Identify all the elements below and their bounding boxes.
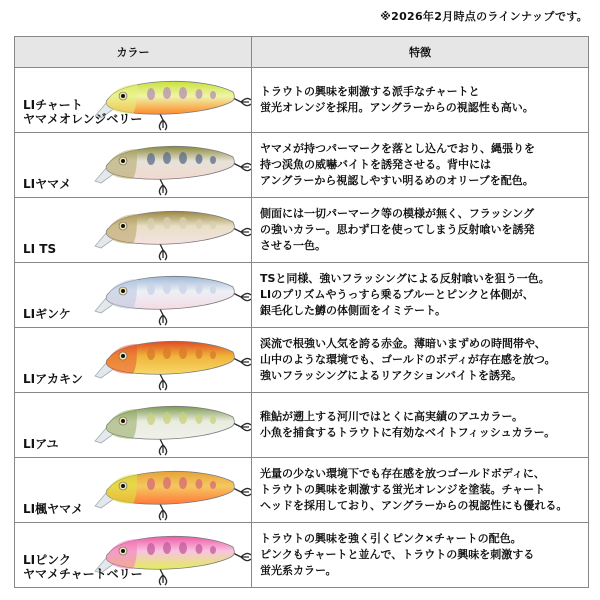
- feature-line: トラウトの興味を強く引くピンク×チャートの配色。: [260, 532, 522, 545]
- color-name-line: LI楓ヤマメ: [23, 502, 84, 516]
- lineup-date-note: ※2026年2月時点のラインナップです。: [380, 10, 588, 23]
- color-name-line: LI TS: [23, 242, 57, 256]
- lineup-row: [15, 458, 589, 523]
- feature-line: 光量の少ない環境下でも存在感を放つゴールドボディに、: [260, 467, 545, 480]
- lineup-table: [14, 36, 589, 588]
- feature-line: 強いフラッシングによるリアクションバイトを誘発。: [260, 369, 522, 382]
- feature-line: の強いカラー。思わず口を使ってしまう反射喰いを誘発: [260, 223, 535, 236]
- feature-cell: [252, 68, 589, 133]
- color-name: [23, 177, 71, 191]
- color-name: [23, 502, 83, 516]
- feature-column-header: 特徴: [252, 37, 589, 68]
- lure-image: [93, 462, 252, 523]
- feature-line: 渓流で根強い人気を誇る赤金。薄暗いまずめの時間帯や、: [260, 337, 546, 350]
- color-name: [23, 372, 83, 386]
- color-name-line: LIヤマメ: [23, 177, 72, 191]
- feature-cell: [252, 523, 589, 588]
- color-cell: [15, 393, 252, 458]
- lineup-row: [15, 393, 589, 458]
- feature-cell: [252, 458, 589, 523]
- color-column-header: カラー: [15, 37, 252, 68]
- color-name-line: LIピンク: [23, 553, 71, 567]
- feature-cell: [252, 198, 589, 263]
- feature-line: ヘッドを採用しており、アングラーからの視認性にも優れる。: [260, 499, 568, 512]
- color-name-line: LIアユ: [23, 437, 59, 451]
- feature-line: 小魚を捕食するトラウトに有効なベイトフィッシュカラー。: [260, 426, 556, 439]
- header-row: [15, 37, 589, 68]
- lineup-row: [15, 328, 589, 393]
- color-name-line: ヤマメチャートベリー: [23, 567, 143, 581]
- color-cell: [15, 328, 252, 393]
- feature-line: トラウトの興味を刺激する蛍光オレンジを塗装。チャート: [260, 483, 546, 496]
- feature-line: ピンクもチャートと並んで、トラウトの興味を刺激する: [260, 548, 535, 561]
- feature-line: 蛍光系カラー。: [260, 564, 337, 577]
- lure-image: [93, 137, 252, 198]
- color-name: [23, 307, 71, 321]
- color-cell: [15, 198, 252, 263]
- lineup-row: [15, 523, 589, 588]
- color-name-line: LIギンケ: [23, 307, 71, 321]
- color-name: [23, 242, 56, 256]
- color-name-line: LIチャート: [23, 98, 83, 112]
- feature-line: LIのプリズムやうっすら乗るブルーとピンクと体側が、: [260, 288, 534, 301]
- feature-line: させる一色。: [260, 239, 326, 252]
- color-name: [23, 437, 59, 451]
- feature-cell: [252, 393, 589, 458]
- feature-cell: [252, 328, 589, 393]
- lineup-row: [15, 68, 589, 133]
- feature-line: 蛍光オレンジを採用。アングラーからの視認性も高い。: [260, 101, 534, 114]
- lure-image: [93, 397, 252, 458]
- feature-cell: [252, 133, 589, 198]
- lineup-row: [15, 198, 589, 263]
- color-name: [23, 553, 143, 581]
- color-cell: [15, 133, 252, 198]
- color-cell: [15, 263, 252, 328]
- feature-line: ヤマメが持つパーマークを落とし込んでおり、縄張りを: [260, 142, 535, 155]
- lure-image: [93, 202, 252, 263]
- feature-line: トラウトの興味を刺激する派手なチャートと: [260, 85, 480, 98]
- lineup-row: [15, 133, 589, 198]
- lineup-row: [15, 263, 589, 328]
- color-cell: [15, 458, 252, 523]
- feature-line: 稚鮎が遡上する河川ではとくに高実績のアユカラー。: [260, 410, 524, 423]
- color-cell: [15, 523, 252, 588]
- lure-image: [93, 267, 252, 328]
- feature-line: 持つ渓魚の威嚇バイトを誘発させる。背中には: [260, 158, 491, 171]
- color-cell: [15, 68, 252, 133]
- feature-line: 側面には一切パーマーク等の模様が無く、フラッシング: [260, 207, 535, 220]
- feature-line: 山中のような環境でも、ゴールドのボディが存在感を放つ。: [260, 353, 556, 366]
- lure-image: [93, 332, 252, 393]
- feature-cell: [252, 263, 589, 328]
- feature-line: アングラーから視認しやすい明るめのオリーブを配色。: [260, 174, 534, 187]
- feature-line: 銀毛化した鱒の体側面をイミテート。: [260, 304, 447, 317]
- lineup-rows: [15, 68, 589, 588]
- color-name-line: ヤマメオレンジベリー: [23, 112, 143, 126]
- feature-line: TSと同様、強いフラッシングによる反射喰いを狙う一色。: [260, 272, 550, 285]
- color-name: [23, 98, 142, 126]
- color-name-line: LIアカキン: [23, 372, 83, 386]
